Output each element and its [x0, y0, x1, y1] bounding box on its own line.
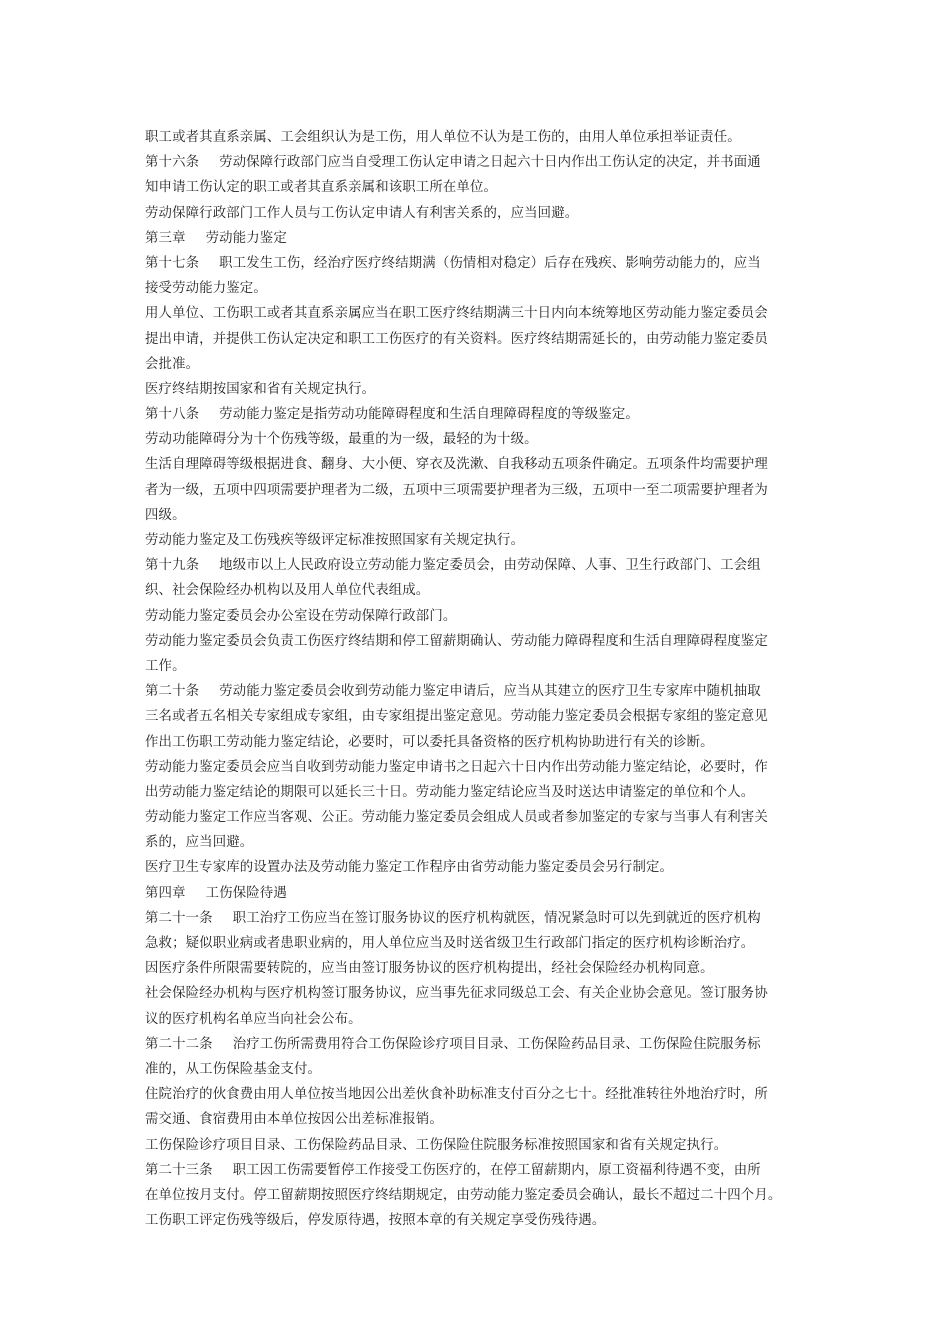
text-line [145, 780, 820, 805]
text-line [145, 805, 820, 830]
line-text: 劳动能力鉴定委员会收到劳动能力鉴定申请后，应当从其建立的医疗卫生专家库中随机抽取 [219, 684, 761, 700]
article-heading-line [145, 553, 820, 578]
text-line [145, 730, 820, 755]
line-text: 织、社会保险经办机构以及用人单位代表组成。 [145, 583, 430, 599]
line-text: 用人单位、工伤职工或者其直系亲属应当在职工医疗终结期满三十日内向本统筹地区劳动能力鉴定委员会 [145, 306, 768, 322]
article-heading-line [145, 402, 820, 427]
line-text: 职工发生工伤，经治疗医疗终结期满（伤情相对稳定）后存在残疾、影响劳动能力的，应当 [219, 255, 761, 271]
article-heading-line [145, 150, 820, 175]
line-text: 社会保险经办机构与医疗机构签订服务协议，应当事先征求同级总工会、有关企业协会意见。签订服务协 [145, 986, 768, 1002]
line-text: 劳动保障行政部门应当自受理工伤认定申请之日起六十日内作出工伤认定的决定，并书面通 [219, 155, 761, 171]
text-line [145, 855, 820, 880]
text-line [145, 1133, 820, 1158]
line-text: 地级市以上人民政府设立劳动能力鉴定委员会，由劳动保障、人事、卫生行政部门、工会组 [219, 558, 761, 574]
line-text: 医疗终结期按国家和省有关规定执行。 [145, 381, 376, 397]
text-line [145, 1208, 820, 1233]
line-text: 治疗工伤所需费用符合工伤保险诊疗项目目录、工伤保险药品目录、工伤保险住院服务标 [232, 1036, 761, 1052]
line-text: 劳动能力鉴定委员会负责工伤医疗终结期和停工留薪期确认、劳动能力障碍程度和生活自理障碍程度鉴定 [145, 633, 768, 649]
text-line [145, 327, 820, 352]
line-text: 因医疗条件所限需要转院的，应当由签订服务协议的医疗机构提出，经社会保险经办机构同意。 [145, 961, 714, 977]
text-line [145, 377, 820, 402]
text-line [145, 654, 820, 679]
line-text: 会批准。 [145, 356, 200, 372]
article-label: 第二十一条 [145, 910, 213, 926]
line-text: 议的医疗机构名单应当向社会公布。 [145, 1011, 362, 1027]
line-text: 劳动能力鉴定 [205, 230, 287, 246]
article-heading-line [145, 1032, 820, 1057]
line-text: 生活自理障碍等级根据进食、翻身、大小便、穿衣及洗漱、自我移动五项条件确定。五项条件均需要护理 [145, 457, 768, 473]
article-heading-line [145, 226, 820, 251]
line-text: 劳动保障行政部门工作人员与工伤认定申请人有利害关系的，应当回避。 [145, 205, 579, 221]
document-body [145, 125, 820, 1233]
article-label: 第二十条 [145, 684, 200, 700]
line-text: 提出申请，并提供工伤认定决定和职工工伤医疗的有关资料。医疗终结期需延长的，由劳动能力鉴定委员 [145, 331, 768, 347]
text-line [145, 352, 820, 377]
text-line [145, 427, 820, 452]
line-text: 工作。 [145, 658, 186, 674]
text-line [145, 1107, 820, 1132]
text-line [145, 528, 820, 553]
line-text: 接受劳动能力鉴定。 [145, 281, 267, 297]
article-label: 第十七条 [145, 255, 200, 271]
line-text: 需交通、食宿费用由本单位按因公出差标准报销。 [145, 1112, 443, 1128]
text-line [145, 175, 820, 200]
article-heading-line [145, 251, 820, 276]
line-text: 住院治疗的伙食费由用人单位按当地因公出差伙食补助标准支付百分之七十。经批准转往外地治疗时，所 [145, 1087, 768, 1103]
text-line [145, 830, 820, 855]
article-heading-line [145, 881, 820, 906]
line-text: 知申请工伤认定的职工或者其直系亲属和该职工所在单位。 [145, 180, 498, 196]
text-line [145, 201, 820, 226]
article-label: 第十六条 [145, 155, 200, 171]
text-line [145, 1007, 820, 1032]
text-line [145, 629, 820, 654]
line-text: 系的，应当回避。 [145, 835, 254, 851]
line-text: 四级。 [145, 507, 186, 523]
text-line [145, 604, 820, 629]
text-line [145, 755, 820, 780]
line-text: 职工因工伤需要暂停工作接受工伤医疗的，在停工留薪期内，原工资福利待遇不变，由所 [232, 1162, 761, 1178]
line-text: 劳动功能障碍分为十个伤残等级，最重的为一级，最轻的为十级。 [145, 432, 538, 448]
text-line [145, 1057, 820, 1082]
text-line [145, 1082, 820, 1107]
line-text: 准的，从工伤保险基金支付。 [145, 1061, 322, 1077]
line-text: 三名或者五名相关专家组成专家组，由专家组提出鉴定意见。劳动能力鉴定委员会根据专家组的鉴定意见 [145, 709, 768, 725]
article-heading-line [145, 906, 820, 931]
text-line [145, 1183, 820, 1208]
line-text: 职工治疗工伤应当在签订服务协议的医疗机构就医，情况紧急时可以先到就近的医疗机构 [232, 910, 761, 926]
article-label: 第十八条 [145, 407, 200, 423]
text-line [145, 578, 820, 603]
line-text: 出劳动能力鉴定结论的期限可以延长三十日。劳动能力鉴定结论应当及时送达申请鉴定的单位和个人。 [145, 784, 755, 800]
line-text: 医疗卫生专家库的设置办法及劳动能力鉴定工作程序由省劳动能力鉴定委员会另行制定。 [145, 860, 674, 876]
text-line [145, 956, 820, 981]
line-text: 急救；疑似职业病或者患职业病的，用人单位应当及时送省级卫生行政部门指定的医疗机构诊断治疗。 [145, 936, 755, 951]
article-label: 第三章 [145, 230, 186, 246]
line-text: 劳动能力鉴定工作应当客观、公正。劳动能力鉴定委员会组成人员或者参加鉴定的专家与当事人有利害关 [145, 810, 768, 826]
line-text: 在单位按月支付。停工留薪期按照医疗终结期规定，由劳动能力鉴定委员会确认，最长不超过二十四个月。 [145, 1187, 782, 1203]
text-line [145, 125, 820, 150]
text-line [145, 704, 820, 729]
line-text: 者为一级，五项中四项需要护理者为二级，五项中三项需要护理者为三级，五项中一至二项需要护理者为 [145, 482, 768, 498]
text-line [145, 301, 820, 326]
article-label: 第二十三条 [145, 1162, 213, 1178]
line-text: 劳动能力鉴定及工伤残疾等级评定标准按照国家有关规定执行。 [145, 533, 525, 548]
line-text: 工伤职工评定伤残等级后，停发原待遇，按照本章的有关规定享受伤残待遇。 [145, 1213, 606, 1229]
article-label: 第二十二条 [145, 1036, 213, 1052]
line-text: 工伤保险诊疗项目目录、工伤保险药品目录、工伤保险住院服务标准按照国家和省有关规定执行。 [145, 1137, 728, 1153]
article-heading-line [145, 1158, 820, 1183]
line-text: 职工或者其直系亲属、工会组织认为是工伤，用人单位不认为是工伤的，由用人单位承担举证责任。 [145, 130, 741, 145]
text-line [145, 503, 820, 528]
article-heading-line [145, 679, 820, 704]
line-text: 劳动能力鉴定委员会办公室设在劳动保障行政部门。 [145, 608, 457, 624]
line-text: 作出工伤职工劳动能力鉴定结论，必要时，可以委托具备资格的医疗机构协助进行有关的诊断。 [145, 734, 714, 750]
text-line [145, 931, 820, 956]
line-text: 劳动能力鉴定是指劳动功能障碍程度和生活自理障碍程度的等级鉴定。 [219, 407, 639, 423]
text-line [145, 981, 820, 1006]
article-label: 第四章 [145, 885, 186, 901]
text-line [145, 276, 820, 301]
line-text: 劳动能力鉴定委员会应当自收到劳动能力鉴定申请书之日起六十日内作出劳动能力鉴定结论，必要时，作 [145, 759, 768, 775]
line-text: 工伤保险待遇 [205, 885, 287, 901]
text-line [145, 478, 820, 503]
text-line [145, 452, 820, 477]
article-label: 第十九条 [145, 558, 200, 574]
